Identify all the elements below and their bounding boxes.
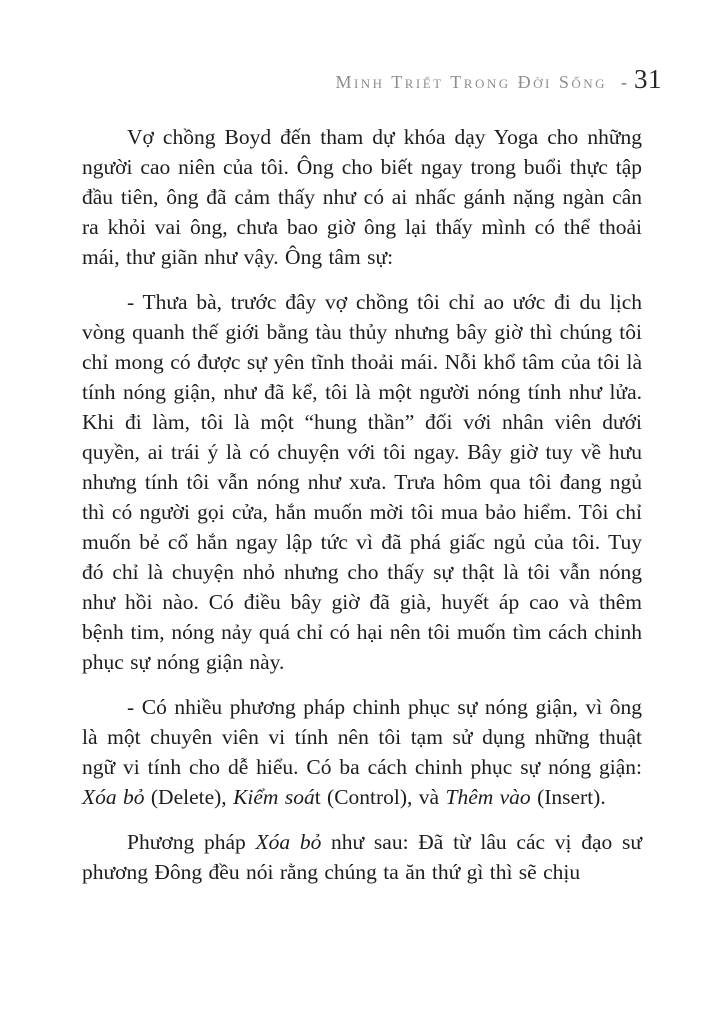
header-separator: -	[621, 72, 627, 92]
text-run: Phương pháp	[127, 830, 256, 854]
italic-text-run: Xóa bỏ	[82, 785, 145, 809]
text-run: (Delete),	[144, 785, 234, 809]
text-run: Vợ chồng Boyd đến tham dự khóa dạy Yoga cho những người cao niên của tôi. Ông cho biết ngay trong buổi thực tập đầu tiên, ông đã cảm thấy như có ai nhấc gánh nặng ngàn cân ra khỏi vai ông, chưa bao giờ ông lại thấy mình có thể thoải mái, thư giãn như vậy. Ông tâm sự:	[82, 125, 642, 269]
paragraph	[82, 692, 642, 812]
text-run: như sau: Đã từ lâu các vị đạo sư phương Đông đều nói rằng chúng ta ăn thứ gì thì sẽ chịu	[82, 830, 642, 884]
page-number: 31	[634, 64, 662, 94]
italic-text-run: Kiểm soá	[233, 785, 315, 809]
italic-text-run: Xóa bỏ	[255, 830, 322, 854]
text-run: - Có nhiều phương pháp chinh phục sự nóng giận, vì ông là một chuyên viên vi tính nên tôi tạm sử dụng những thuật ngữ vi tính cho dễ hiểu. Có ba cách chinh phục sự nóng giận:	[82, 695, 642, 779]
text-run: - Thưa bà, trước đây vợ chồng tôi chỉ ao ước đi du lịch vòng quanh thế giới bằng tàu thủy nhưng bây giờ thì chúng tôi chỉ mong có được sự yên tĩnh thoải mái. Nỗi khổ tâm của tôi là tính nóng giận, như đã kể, tôi là một người nóng tính như lửa. Khi đi làm, tôi là một “hung thần” đối với nhân viên dưới quyền, ai trái ý là có chuyện với tôi ngay. Bây giờ tuy về hưu nhưng tính tôi vẫn nóng như xưa. Trưa hôm qua tôi đang ngủ thì có người gọi cửa, hắn muốn mời tôi mua bảo hiểm. Tôi chỉ muốn bẻ cổ hắn ngay lập tức vì đã phá giấc ngủ của tôi. Tuy đó chỉ là chuyện nhỏ nhưng cho thấy sự thật là tôi vẫn nóng như hồi nào. Có điều bây giờ đã già, huyết áp cao và thêm bệnh tim, nóng nảy quá chỉ có hại nên tôi muốn tìm cách chinh phục sự nóng giận này.	[82, 290, 642, 674]
paragraph	[82, 287, 642, 677]
running-header	[82, 64, 662, 95]
text-run: (Insert).	[530, 785, 606, 809]
paragraph	[82, 122, 642, 272]
text-run: t (Control), và	[314, 785, 446, 809]
italic-text-run: Thêm vào	[445, 785, 531, 809]
paragraph	[82, 827, 642, 887]
running-head-title: Minh Triết Trong Đời Sống	[335, 72, 607, 92]
page-body	[82, 122, 642, 902]
